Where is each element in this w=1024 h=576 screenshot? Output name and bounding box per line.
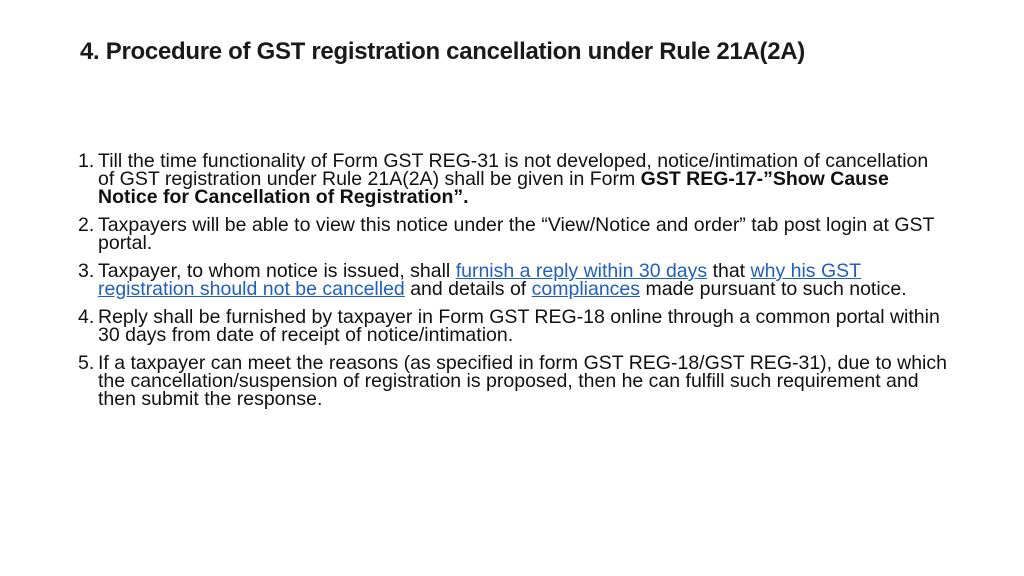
list-item-text	[98, 152, 948, 206]
form-name-bold: GST REG-17-”Show Cause Notice for Cancellation of Registration”.	[98, 168, 889, 208]
list-item-text	[98, 308, 948, 344]
text-segment: Taxpayers will be able to view this notice under the “View/Notice and order” tab post login at GST portal.	[98, 214, 935, 254]
list-number: 2.	[78, 214, 95, 236]
list-number: 5.	[78, 352, 95, 374]
procedure-list	[78, 152, 948, 418]
list-item	[78, 216, 948, 252]
furnish-reply-link[interactable]: furnish a reply within 30 days	[455, 260, 708, 282]
text-segment: and details of	[404, 278, 532, 300]
list-item	[78, 308, 948, 344]
list-number: 1.	[78, 150, 95, 172]
page-title: 4. Procedure of GST registration cancellation under Rule 21A(2A)	[80, 38, 805, 65]
text-segment: that	[707, 260, 751, 282]
text-segment: Reply shall be furnished by taxpayer in Form GST REG-18 online through a common portal within 30 days from date of receipt of notice/intimation.	[98, 306, 940, 346]
compliances-link[interactable]: compliances	[531, 278, 641, 300]
why-not-cancelled-link[interactable]: why his GST registration should not be cancelled	[98, 260, 862, 300]
list-item-text	[98, 216, 948, 252]
list-item-text	[98, 354, 948, 408]
list-number: 3.	[78, 260, 95, 282]
list-number: 4.	[78, 306, 95, 328]
text-segment: Till the time functionality of Form GST REG-31 is not developed, notice/intimation of cancellation of GST registration under Rule 21A(2A) shall be given in Form	[98, 150, 929, 190]
text-segment: made pursuant to such notice.	[640, 278, 907, 300]
text-segment: If a taxpayer can meet the reasons (as specified in form GST REG-18/GST REG-31), due to which the cancellation/suspension of registration is proposed, then he can fulfill such requirement and then submit the response.	[98, 352, 947, 410]
list-item	[78, 152, 948, 206]
list-item	[78, 354, 948, 408]
text-segment: Taxpayer, to whom notice is issued, shall	[98, 260, 456, 282]
list-item	[78, 262, 948, 298]
list-item-text	[98, 262, 948, 298]
